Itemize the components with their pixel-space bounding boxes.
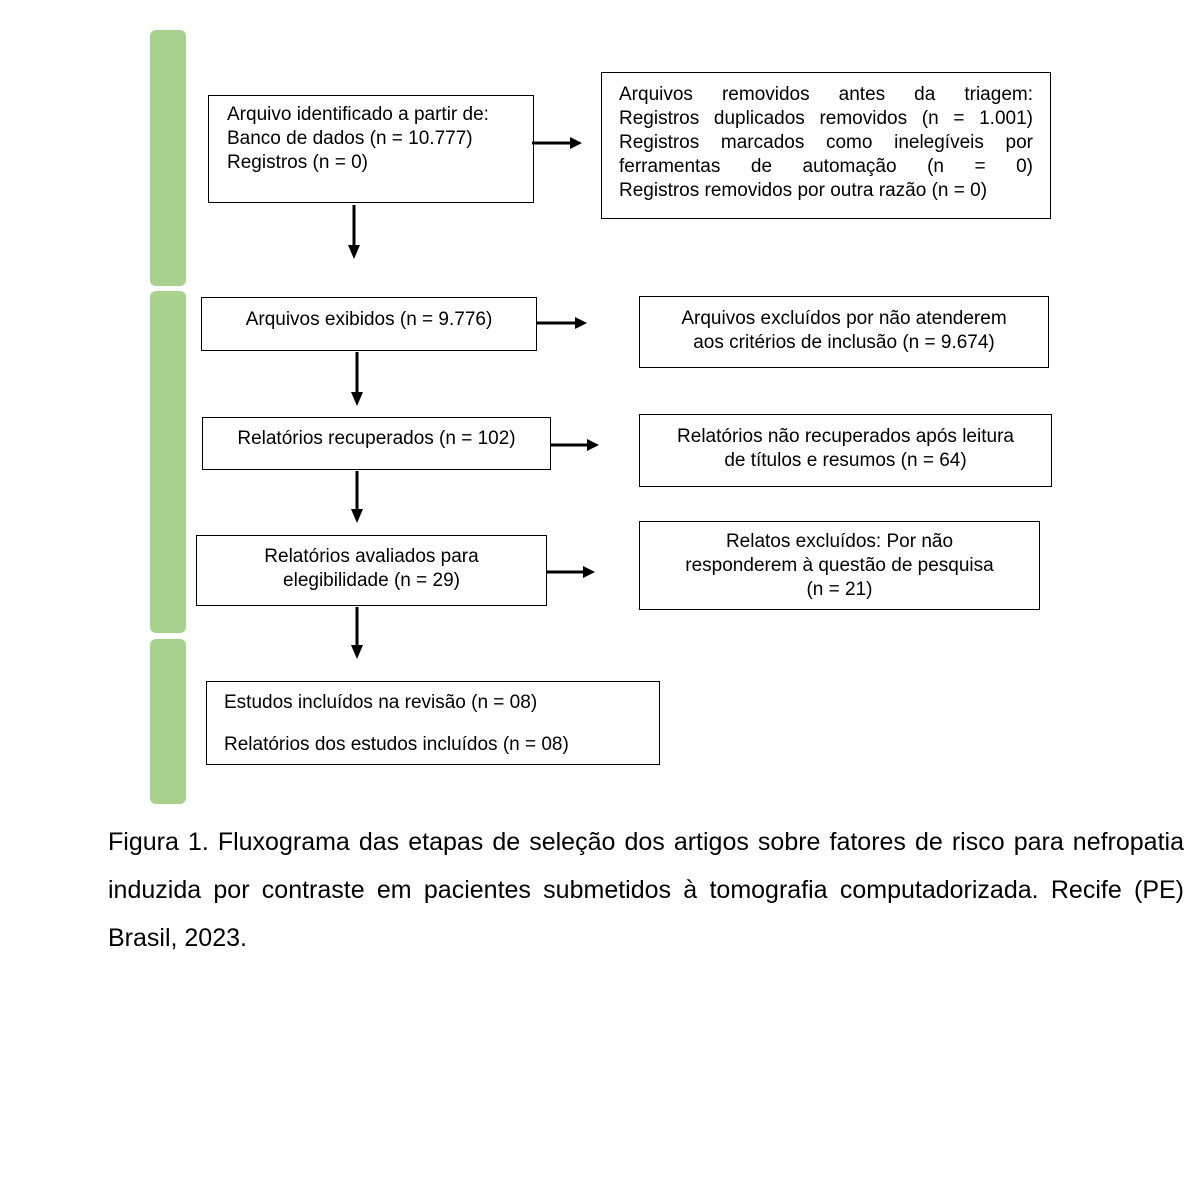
not-retrieved-line: de títulos e resumos (n = 64) <box>724 450 967 471</box>
arrow-down-assessed <box>348 607 368 663</box>
figure-caption: Figura 1. Fluxograma das etapas de seleção dos artigos sobre fatores de risco para nefropatia induzida por contraste em pacientes submetidos à tomografia computadorizada. Recife (PE) Brasil, 2023. <box>108 828 1184 952</box>
arrow-down-screened <box>348 352 368 408</box>
removed-before-line: Registros duplicados removidos (n = 1.001) <box>619 108 1033 129</box>
identified-box <box>208 95 534 203</box>
removed-before-box <box>601 72 1051 219</box>
excluded-screening-box <box>639 296 1049 368</box>
included-line: Relatórios dos estudos incluídos (n = 08) <box>224 734 569 755</box>
removed-before-line: Registros removidos por outra razão (n = 0) <box>619 180 988 201</box>
removed-before-line: Arquivos removidos antes da triagem: <box>619 84 1033 105</box>
not-retrieved-box <box>639 414 1052 487</box>
screened-line: Arquivos exibidos (n = 9.776) <box>245 309 493 330</box>
excluded-reports-line: (n = 21) <box>806 579 873 600</box>
screened-box <box>201 297 537 351</box>
excluded-screening-line: Arquivos excluídos por não atenderem <box>681 308 1007 329</box>
arrow-right-identified <box>532 134 584 154</box>
arrow-right-retrieved <box>551 436 603 456</box>
arrow-down-retrieved <box>348 471 368 527</box>
identified-line: Banco de dados (n = 10.777) <box>227 128 473 149</box>
retrieved-line: Relatórios recuperados (n = 102) <box>237 428 516 449</box>
excluded-reports-line: responderem à questão de pesquisa <box>685 555 994 576</box>
assessed-line: elegibilidade (n = 29) <box>283 570 460 591</box>
arrow-right-assessed <box>547 563 599 583</box>
included-box <box>206 681 660 765</box>
identified-line: Registros (n = 0) <box>227 152 368 173</box>
stage-bar-included <box>150 639 186 804</box>
included-line: Estudos incluídos na revisão (n = 08) <box>224 692 538 713</box>
retrieved-box <box>202 417 551 470</box>
arrow-right-screened <box>537 314 589 334</box>
stage-bar-screening <box>150 291 186 633</box>
identified-line: Arquivo identificado a partir de: <box>227 104 489 125</box>
arrow-down-identified <box>345 205 365 261</box>
excluded-reports-line: Relatos excluídos: Por não <box>725 531 954 552</box>
removed-before-line: Registros marcados como inelegíveis por <box>619 132 1033 153</box>
assessed-line: Relatórios avaliados para <box>264 546 479 567</box>
not-retrieved-line: Relatórios não recuperados após leitura <box>677 426 1014 447</box>
excluded-screening-line: aos critérios de inclusão (n = 9.674) <box>693 332 995 353</box>
excluded-reports-box <box>639 521 1040 610</box>
assessed-box <box>196 535 547 606</box>
removed-before-line: ferramentas de automação (n = 0) <box>619 156 1033 177</box>
stage-bar-identification <box>150 30 186 286</box>
